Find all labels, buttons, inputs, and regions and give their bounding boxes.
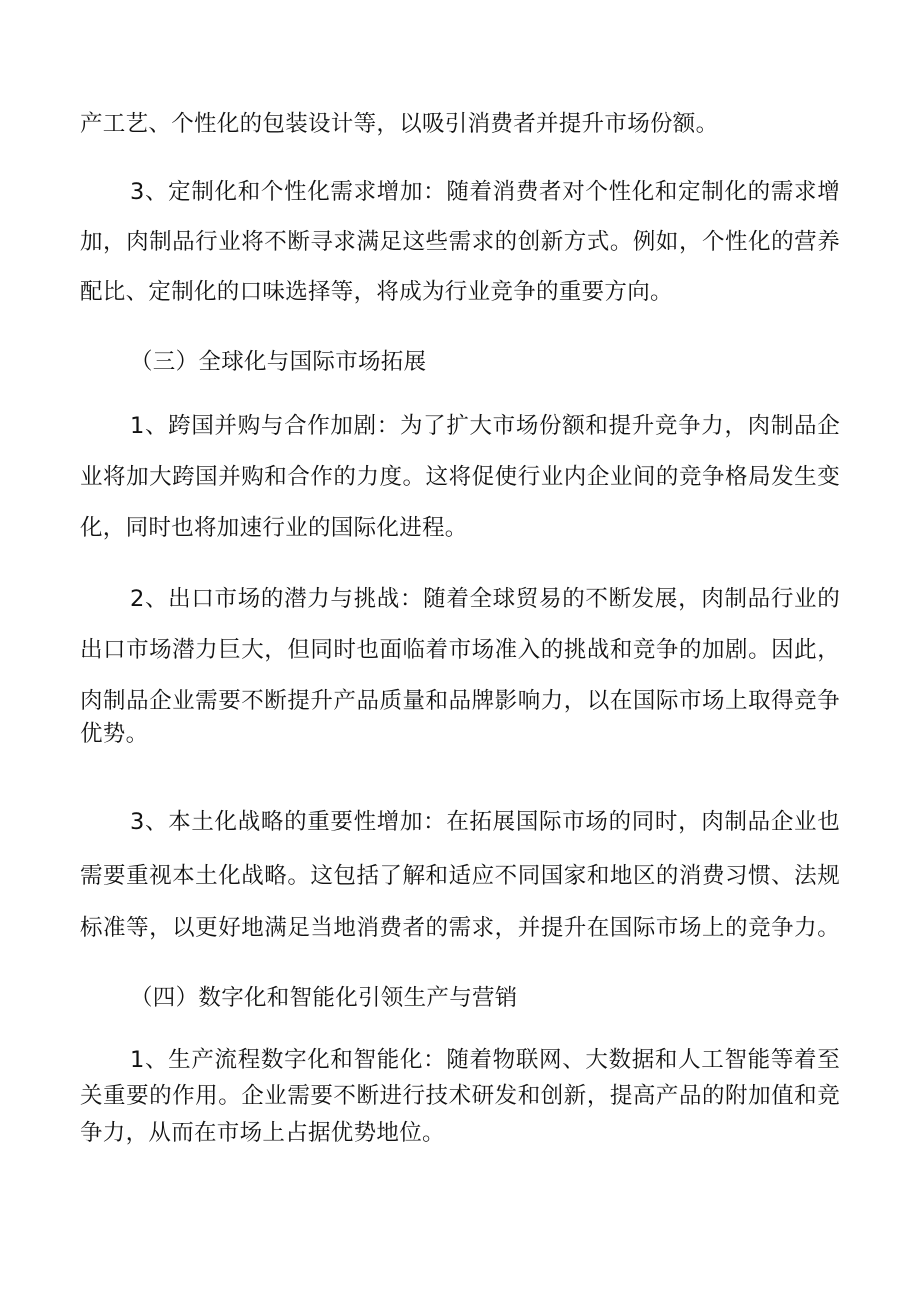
paragraph-1-line-1: 3、定制化和个性化需求增加：随着消费者对个性化和定制化的需求增 — [130, 179, 840, 205]
paragraph-3-line-2: 出口市场潜力巨大，但同时也面临着市场准入的挑战和竞争的加剧。因此， — [80, 637, 840, 663]
paragraph-5-line-3: 争力，从而在市场上占据优势地位。 — [80, 1120, 445, 1146]
paragraph-4-line-1: 3、本土化战略的重要性增加：在拓展国际市场的同时，肉制品企业也 — [130, 809, 840, 835]
paragraph-5-line-2: 关重要的作用。企业需要不断进行技术研发和创新，提高产品的附加值和竞 — [80, 1083, 840, 1109]
paragraph-1-line-2: 加，肉制品行业将不断寻求满足这些需求的创新方式。例如，个性化的营养 — [80, 229, 840, 255]
paragraph-2-line-2: 业将加大跨国并购和合作的力度。这将促使行业内企业间的竞争格局发生变 — [80, 464, 840, 490]
paragraph-2-line-1: 1、跨国并购与合作加剧：为了扩大市场份额和提升竞争力，肉制品企 — [130, 413, 840, 439]
paragraph-3-line-3: 肉制品企业需要不断提升产品质量和品牌影响力，以在国际市场上取得竞争 — [80, 688, 840, 714]
paragraph-3-line-4: 优势。 — [80, 721, 149, 747]
paragraph-2-line-3: 化，同时也将加速行业的国际化进程。 — [80, 515, 468, 541]
paragraph-4-line-2: 需要重视本土化战略。这包括了解和适应不同国家和地区的消费习惯、法规 — [80, 863, 840, 889]
paragraph-4-line-3: 标准等，以更好地满足当地消费者的需求，并提升在国际市场上的竞争力。 — [80, 915, 840, 941]
paragraph-3-line-1: 2、出口市场的潜力与挑战：随着全球贸易的不断发展，肉制品行业的 — [130, 586, 840, 612]
paragraph-1-line-3: 配比、定制化的口味选择等，将成为行业竞争的重要方向。 — [80, 279, 673, 305]
section-heading-3: （三）全球化与国际市场拓展 — [130, 349, 427, 375]
paragraph-0-line-1: 产工艺、个性化的包装设计等，以吸引消费者并提升市场份额。 — [80, 111, 719, 137]
paragraph-5-line-1: 1、生产流程数字化和智能化：随着物联网、大数据和人工智能等着至 — [130, 1047, 840, 1073]
section-heading-4: （四）数字化和智能化引领生产与营销 — [130, 985, 518, 1011]
